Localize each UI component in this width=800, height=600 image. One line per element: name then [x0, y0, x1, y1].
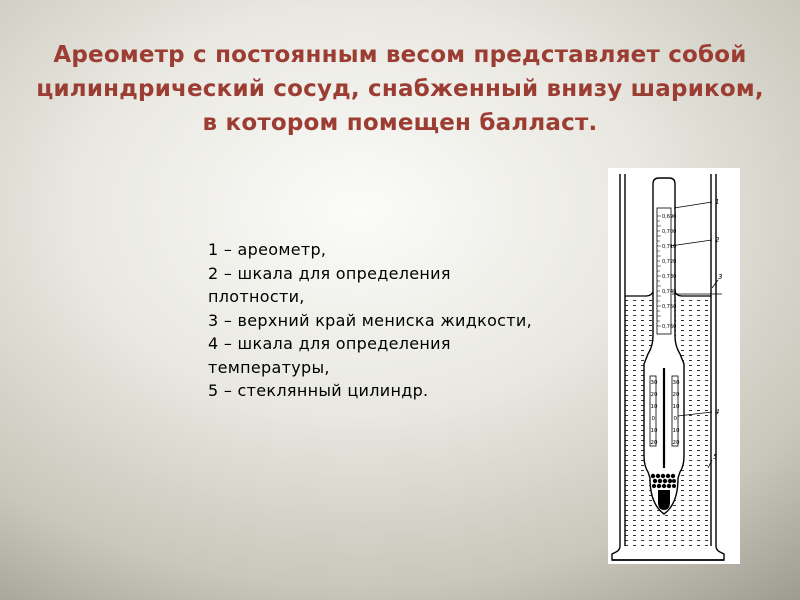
temp-label-right: 0: [673, 416, 677, 422]
density-label: 0,690: [662, 214, 677, 220]
temp-label-left: 0: [651, 416, 655, 422]
density-label: 0,720: [662, 259, 677, 265]
temp-label-left: 10: [650, 428, 658, 434]
temp-label-left: 30: [650, 380, 658, 386]
temp-label-left: 10: [650, 404, 658, 410]
temp-label-right: 30: [672, 380, 680, 386]
density-label: 0,740: [662, 289, 677, 295]
temp-label-right: 10: [672, 428, 680, 434]
density-label: 0,760: [662, 324, 677, 330]
legend-item-5: 5 – стеклянный цилиндр.: [208, 381, 429, 400]
legend-item-4: 4 – шкала для определения температуры,: [208, 334, 451, 377]
temp-label-left: 20: [650, 440, 658, 446]
temp-label-right: 20: [672, 392, 680, 398]
density-label: 0,730: [662, 274, 677, 280]
slide-title: Ареометр с постоянным весом представляет собой цилиндрический сосуд, снабженный внизу шариком, в котором помещен балласт.: [36, 42, 764, 136]
callout-5: 5: [713, 453, 718, 461]
callout-3: 3: [718, 273, 723, 281]
callout-1: 1: [715, 198, 720, 206]
legend-list: [208, 238, 538, 403]
temp-label-right: 10: [672, 404, 680, 410]
legend-item-3: 3 – верхний край мениска жидкости,: [208, 310, 532, 330]
density-label: 0,700: [662, 229, 677, 235]
hydrometer-diagram: [608, 168, 740, 564]
callout-2: 2: [715, 236, 720, 244]
temp-label-right: 20: [672, 440, 680, 446]
callout-4: 4: [715, 408, 720, 416]
legend-item-2: 2 – шкала для определения плотности,: [208, 263, 451, 306]
temp-label-left: 20: [650, 392, 658, 398]
hydrometer-figure: [608, 168, 740, 564]
density-label: 0,750: [662, 304, 677, 310]
legend-item-1: 1 – ареометр,: [208, 240, 327, 259]
density-label: 0,710: [662, 244, 677, 250]
